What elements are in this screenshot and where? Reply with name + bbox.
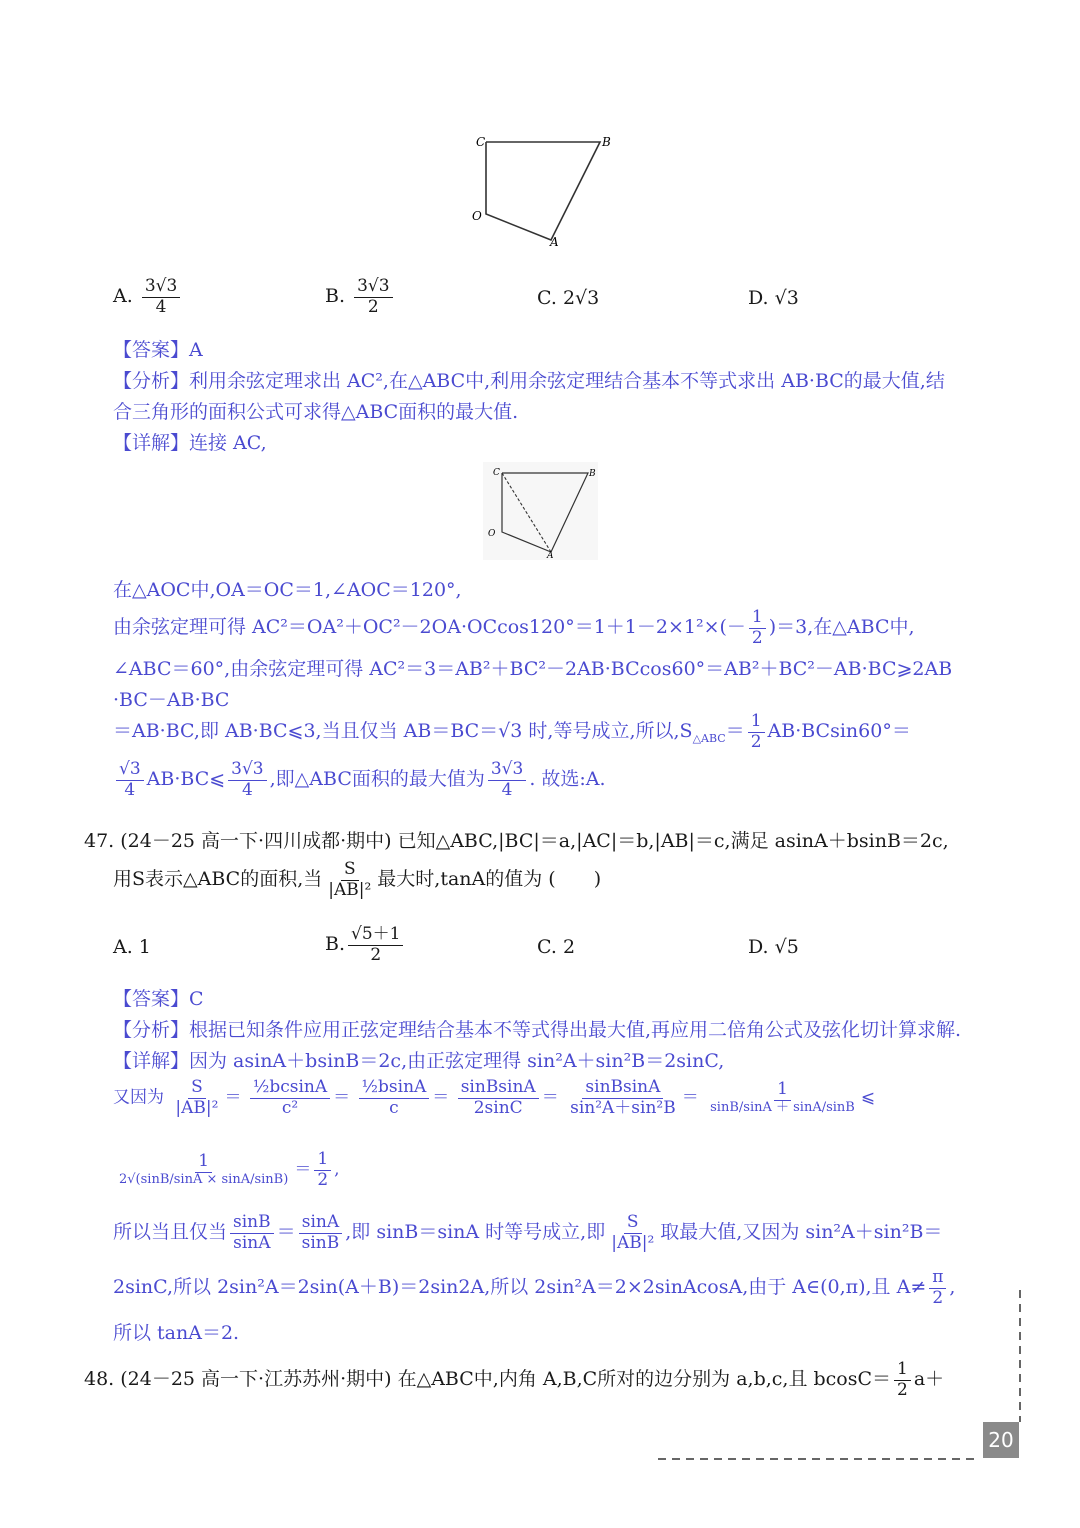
final-result: 所以 tanA＝2.: [113, 1322, 240, 1344]
option-a: [113, 277, 183, 317]
option-c: C. 2√3: [537, 287, 600, 309]
option-a-label: A.: [113, 285, 133, 308]
equation-derivation: 2sinC,所以 2sin²A＝2sin(A＋B)＝2sin2A,所以 2sin²A＝2×2sinAcosA,由于 A∈(0,π),且 A≠ $\frac{\pi}{2}$ ,: [113, 1267, 956, 1308]
quadrilateral-outline: [486, 142, 600, 240]
answer-47-label: 【答案】C: [113, 988, 204, 1010]
answer-label: 【答案】A: [113, 339, 203, 361]
solution-step-1: 在△AOC中,OA＝OC＝1,∠AOC＝120°,: [113, 579, 462, 601]
label-a: A: [550, 235, 559, 249]
analysis-line-2: 合三角形的面积公式可求得△ABC面积的最大值.: [113, 401, 519, 423]
analysis-line-1: 【分析】利用余弦定理求出 AC²,在△ABC中,利用余弦定理结合基本不等式求出 AB·BC的最大值,结: [113, 370, 945, 392]
page-number: 20: [983, 1422, 1019, 1458]
analysis-47: 【分析】根据已知条件应用正弦定理结合基本不等式得出最大值,再应用二倍角公式及弦化切计算求解.: [113, 1019, 962, 1041]
solution-step-4: ·BC－AB·BC: [113, 689, 230, 711]
option-a-fraction: $\frac{3√3}{4}$: [142, 277, 180, 317]
option-47-d: D. √5: [748, 936, 799, 958]
option-47-c: C. 2: [537, 936, 576, 958]
label-c: C: [476, 135, 486, 149]
detail-47: 【详解】因为 asinA＋bsinB＝2c,由正弦定理得 sin²A＋sin²B＝2sinC,: [113, 1050, 725, 1072]
question-48-line-1: 48. (24－25 高一下·江苏苏州·期中) 在△ABC中,内角 A,B,C所对的边分别为 a,b,c,且 bcosC＝ $\frac{1}{2}$ a＋: [84, 1359, 945, 1400]
question-47-line-1: 47. (24－25 高一下·四川成都·期中) 已知△ABC,|BC|＝a,|AC|＝b,|AB|＝c,满足 asinA＋bsinB＝2c,: [84, 830, 949, 852]
equation-chain-2: $\frac{1}{2√(\sin B/\sin A \times \sin A/\sin B)}$ ＝ $\frac{1}{2}$ ,: [119, 1149, 340, 1190]
label-o: O: [488, 529, 496, 539]
equation-chain-1: 又因为 $\frac{S}{\text{|AB|²}}$ ＝ $\frac{\text{½bcsinA}}{\text{c²}}$ ＝ $\frac{\text{½bsinA}}{c}$ ＝ $\frac{\text{sinBsinA}}{2\sin C}$ ＝ $\frac{\text{sinBsinA}}{\text{sin²A＋sin²B}}$ ＝ $\frac{1}{\sin B/\sin A + \sin A/\sin B}$ ⩽: [113, 1077, 876, 1118]
solution-step-2: 由余弦定理可得 AC²＝OA²＋OC²－2OA·OCcos120°＝1＋1－2×1²×(－ $\frac{1}{2}$ )＝3,在△ABC中,: [113, 607, 915, 648]
quadrilateral-figure: [455, 128, 625, 253]
label-c: C: [493, 468, 500, 478]
solution-step-5: ＝AB·BC,即 AB·BC⩽3,当且仅当 AB＝BC＝√3 时,等号成立,所以$,S_{\triangle ABC}=$ $\frac{1}{2}$ AB·BCsin60°＝: [113, 711, 911, 752]
detail-heading: 【详解】连接 AC,: [113, 432, 267, 454]
quadrilateral-figure-with-diagonal: [483, 462, 598, 560]
label-b: B: [602, 135, 611, 149]
label-o: O: [472, 209, 482, 223]
label-a: A: [547, 551, 554, 560]
solution-step-6: $\frac{√3}{4}$ AB·BC⩽ $\frac{3√3}{4}$ ,即△ABC面积的最大值为 $\frac{3√3}{4}$ . 故选:A.: [113, 760, 606, 800]
option-47-b: B. $\frac{√5+1}{2}$: [325, 925, 406, 965]
question-47-line-2: 用S表示△ABC的面积,当 $\frac{S}{\text{|AB|²}}$ 最大时,tanA的值为 ( ): [113, 859, 602, 900]
option-d: D. √3: [748, 287, 799, 309]
dashed-page-border: [650, 1290, 1030, 1470]
option-47-a: A. 1: [113, 936, 151, 958]
option-b: [325, 277, 396, 317]
option-b-label: B.: [325, 285, 346, 308]
option-b-fraction: $\frac{3√3}{2}$: [354, 277, 392, 317]
solution-step-3: ∠ABC＝60°,由余弦定理可得 AC²＝3＝AB²＋BC²－2AB·BCcos60°＝AB²＋BC²－AB·BC⩾2AB: [113, 658, 953, 680]
label-b: B: [589, 469, 596, 479]
equation-condition: 所以当且仅当 $\frac{\sin B}{\sin A}$ ＝ $\frac{\sin A}{\sin B}$ ,即 sinB＝sinA 时等号成立,即 $\frac{S}{\text{|AB|²}}$ 取最大值,又因为 sin²A＋sin²B＝: [113, 1212, 943, 1253]
